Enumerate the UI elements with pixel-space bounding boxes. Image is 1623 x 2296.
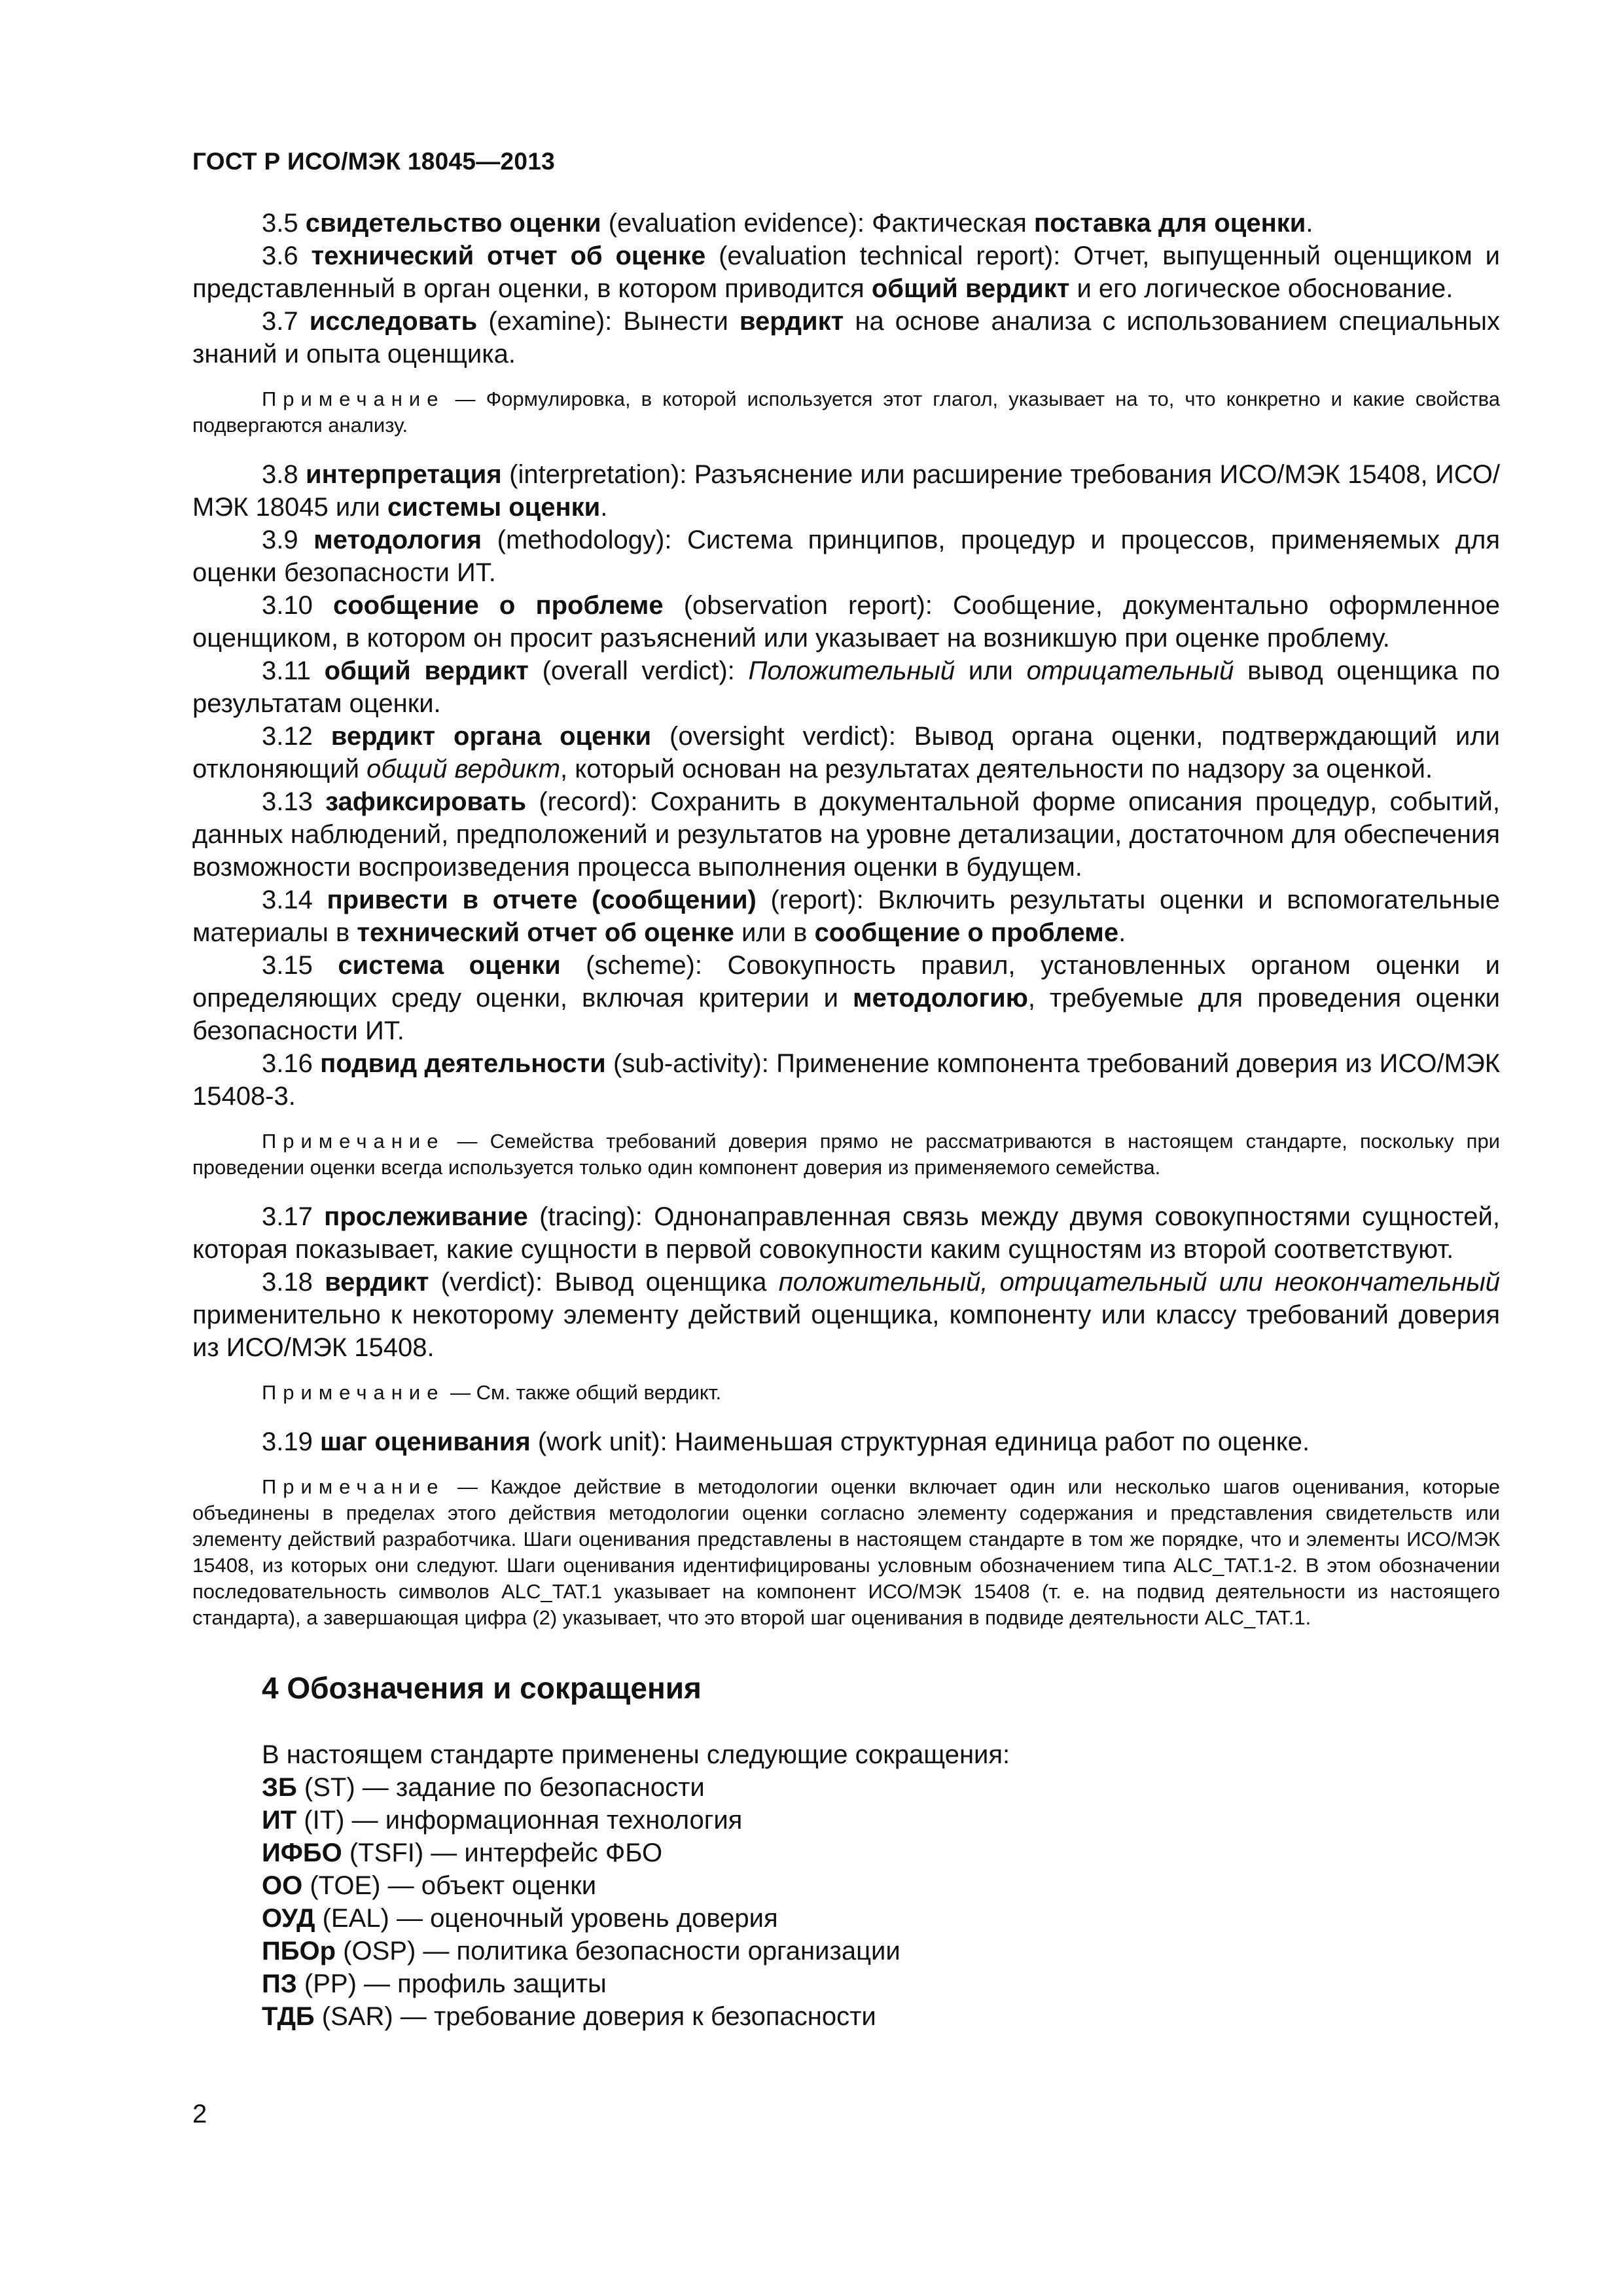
definition-body: Сохранить в документальной форме описания процедур, событий, данных наблюдений, предположений и результатов на уровне детализации, достаточном для обеспечения возможности воспроизведения процесса выполнения оценки в будущем. <box>192 787 1501 882</box>
definition-3-7 <box>192 305 1500 370</box>
definition-3-10 <box>192 589 1500 655</box>
definition-body: Сообщение, документально оформленное оценщиком, в котором он просит разъяснений или указывает на возникшую при оценке проблему. <box>192 591 1500 653</box>
note-label: Примечание <box>262 1130 445 1153</box>
definition-term: шаг оценивания <box>319 1427 531 1456</box>
definition-number: 3.15 <box>262 951 338 980</box>
definition-english-term: (oversight verdict): <box>651 722 914 751</box>
definition-body: Вывод органа оценки, подтверждающий или отклоняющий общий вердикт, который основан на результатах деятельности по надзору за оценкой. <box>192 722 1501 783</box>
abbreviations-list <box>192 1771 1500 2033</box>
note <box>192 1128 1500 1181</box>
abbreviation-item <box>262 1869 1500 1902</box>
definition-number: 3.11 <box>262 656 325 685</box>
definition-3-11 <box>192 655 1500 720</box>
abbreviation-meaning: политика безопасности организации <box>456 1937 901 1965</box>
definition-number: 3.5 <box>262 209 306 238</box>
definition-english-term: (interpretation): <box>501 460 694 489</box>
note <box>192 1380 1500 1406</box>
definition-number: 3.18 <box>262 1268 325 1297</box>
definition-body: Наименьшая структурная единица работ по оценке. <box>674 1427 1310 1456</box>
definition-body: Включить результаты оценки и вспомогательные материалы в технический отчет об оценке или в сообщение о проблеме. <box>192 886 1501 947</box>
definition-body: Вынести вердикт на основе анализа с использованием специальных знаний и опыта оценщика. <box>192 307 1500 368</box>
abbreviation-english: (TOE) — <box>302 1871 421 1900</box>
note-text: — Семейства требований доверия прямо не рассматриваются в настоящем стандарте, поскольку при проведении оценки всегда используется только один компонент доверия из применяемого семейства. <box>192 1130 1500 1179</box>
abbreviation-english: (ST) — <box>296 1773 396 1802</box>
definition-body: Применение компонента требований доверия из ИСО/МЭК 15408-3. <box>192 1049 1501 1111</box>
definition-number: 3.16 <box>262 1049 321 1078</box>
definition-term: технический отчет об оценке <box>311 242 706 270</box>
abbreviation-english: (SAR) — <box>314 2002 434 2031</box>
definition-3-8 <box>192 458 1500 524</box>
abbreviation-item <box>262 1804 1500 1837</box>
definition-body: Система принципов, процедур и процессов, применяемых для оценки безопасности ИТ. <box>192 526 1500 587</box>
definition-3-19 <box>192 1426 1500 1458</box>
definition-english-term: (report): <box>756 886 878 914</box>
running-header: ГОСТ Р ИСО/МЭК 18045—2013 <box>192 148 556 175</box>
abbreviation: ПБОр <box>262 1937 336 1965</box>
definition-3-5 <box>192 207 1500 240</box>
abbreviation-item <box>262 1837 1500 1869</box>
abbreviation: ИТ <box>262 1806 297 1835</box>
definition-term: свидетельство оценки <box>305 209 601 238</box>
definition-number: 3.14 <box>262 886 327 914</box>
definition-english-term: (work unit): <box>530 1427 675 1456</box>
abbreviation-item <box>262 1902 1500 1935</box>
abbreviation-meaning: информационная технология <box>385 1806 743 1835</box>
definition-body: Положительный или отрицательный вывод оценщика по результатам оценки. <box>192 656 1500 718</box>
definition-number: 3.13 <box>262 787 326 816</box>
note-label: Примечание <box>262 387 445 410</box>
definition-english-term: (verdict): <box>429 1268 555 1297</box>
abbreviation: ТДБ <box>262 2002 315 2031</box>
note-label: Примечание <box>262 1381 445 1404</box>
abbreviation-english: (PP) — <box>296 1969 398 1998</box>
note-text: — Формулировка, в которой используется этот глагол, указывает на то, что конкретно и какие свойства подвергаются анализу. <box>192 387 1500 437</box>
abbreviation-meaning: задание по безопасности <box>395 1773 705 1802</box>
abbreviation: ПЗ <box>262 1969 297 1998</box>
definition-term: исследовать <box>309 307 478 336</box>
note <box>192 1474 1500 1631</box>
definition-term: вердикт <box>325 1268 429 1297</box>
definition-english-term: (examine): <box>477 307 624 336</box>
definition-term: система оценки <box>338 951 561 980</box>
definition-english-term: (record): <box>526 787 651 816</box>
definition-body: Совокупность правил, установленных органом оценки и определяющих среду оценки, включая критерии и методологию, требуемые для проведения оценки безопасности ИТ. <box>192 951 1501 1045</box>
abbreviation-english: (EAL) — <box>315 1904 431 1933</box>
definition-term: методология <box>313 526 482 554</box>
definition-number: 3.17 <box>262 1202 325 1231</box>
definition-english-term: (scheme): <box>560 951 728 980</box>
definition-english-term: (methodology): <box>482 526 687 554</box>
abbreviation-item <box>262 1935 1500 1967</box>
definition-term: зафиксировать <box>325 787 527 816</box>
definition-term: вердикт органа оценки <box>330 722 652 751</box>
definition-term: интерпретация <box>306 460 502 489</box>
definition-3-18 <box>192 1266 1500 1364</box>
definition-english-term: (evaluation evidence): <box>601 209 872 238</box>
definition-number: 3.9 <box>262 526 314 554</box>
abbreviation-meaning: интерфейс ФБО <box>464 1839 663 1867</box>
definition-body: Разъяснение или расширение требования ИСО/МЭК 15408, ИСО/МЭК 18045 или системы оценки. <box>192 460 1501 522</box>
abbreviation-english: (IT) — <box>296 1806 385 1835</box>
abbreviation-item <box>262 1771 1500 1804</box>
abbreviation-meaning: профиль защиты <box>397 1969 607 1998</box>
definition-term: сообщение о проблеме <box>332 591 664 620</box>
abbreviation-english: (TSFI) — <box>342 1839 465 1867</box>
definition-term: подвид деятельности <box>320 1049 606 1078</box>
note-text: — См. также общий вердикт. <box>444 1381 722 1404</box>
definition-body: Отчет, выпущенный оценщиком и представленный в орган оценки, в котором приводится общий вердикт и его логическое обоснование. <box>192 242 1500 303</box>
section-4-title: 4 Обозначения и сокращения <box>262 1671 702 1705</box>
definition-number: 3.8 <box>262 460 306 489</box>
definition-english-term: (tracing): <box>527 1202 654 1231</box>
definition-english-term: (overall verdict): <box>528 656 749 685</box>
abbreviation-item <box>262 2000 1500 2033</box>
abbreviation: ЗБ <box>262 1773 297 1802</box>
definition-term: прослеживание <box>324 1202 528 1231</box>
abbreviation-meaning: оценочный уровень доверия <box>430 1904 778 1933</box>
definition-number: 3.19 <box>262 1427 320 1456</box>
definition-number: 3.7 <box>262 307 310 336</box>
definition-number: 3.6 <box>262 242 312 270</box>
definition-3-12 <box>192 720 1500 785</box>
definition-term: привести в отчете (сообщении) <box>327 886 757 914</box>
definition-3-14 <box>192 884 1500 949</box>
definition-3-15 <box>192 949 1500 1047</box>
definition-english-term: (observation report): <box>663 591 954 620</box>
definition-3-6 <box>192 240 1500 305</box>
section-4-intro: В настоящем стандарте применены следующие сокращения: <box>262 1740 1010 1769</box>
definition-number: 3.10 <box>262 591 333 620</box>
abbreviation: ОУД <box>262 1904 315 1933</box>
definition-english-term: (evaluation technical report): <box>705 242 1074 270</box>
definition-term: общий вердикт <box>324 656 529 685</box>
abbreviation-meaning: объект оценки <box>421 1871 597 1900</box>
abbreviation-english: (OSP) — <box>336 1937 457 1965</box>
definition-body: Фактическая поставка для оценки. <box>872 209 1313 238</box>
note <box>192 386 1500 439</box>
note-text: — Каждое действие в методологии оценки включает один или несколько шагов оценивания, которые объединены в пределах этого действия методологии оценки согласно элементу содержания и представления свидетельств или элементу действий разработчика. Шаги оценивания представлены в настоящем стандарте в том же порядке, что и элементы ИСО/МЭК 15408, из которых они следуют. Шаги оценивания идентифицированы условным обозначением типа ALC_TAT.1-2. В этом обозначении последовательность символов ALC_TAT.1 указывает на компонент ИСО/МЭК 15408 (т. е. на подвид деятельности из настоящего стандарта), а завершающая цифра (2) указывает, что это второй шаг оценивания в подвиде деятельности ALC_TAT.1. <box>192 1475 1500 1629</box>
terms-definitions <box>192 207 1500 1631</box>
definition-english-term: (sub-activity): <box>605 1049 777 1078</box>
abbreviation-item <box>262 1967 1500 2000</box>
definition-3-9 <box>192 524 1500 589</box>
definition-body: Вывод оценщика положительный, отрицательный или неокончательный применительно к некоторому элементу действий оценщика, компоненту или классу требований доверия из ИСО/МЭК 15408. <box>192 1268 1500 1362</box>
definition-3-16 <box>192 1047 1500 1113</box>
definition-3-17 <box>192 1200 1500 1266</box>
abbreviation: ОО <box>262 1871 303 1900</box>
page-number: 2 <box>192 2100 207 2128</box>
abbreviation-meaning: требование доверия к безопасности <box>433 2002 876 2031</box>
definition-3-13 <box>192 785 1500 884</box>
note-label: Примечание <box>262 1475 445 1498</box>
definition-number: 3.12 <box>262 722 331 751</box>
abbreviation: ИФБО <box>262 1839 342 1867</box>
definition-body: Однонаправленная связь между двумя совокупностями сущностей, которая показывает, какие сущности в первой совокупности каким сущностям из второй соответствуют. <box>192 1202 1500 1264</box>
page-content <box>192 207 1500 2033</box>
